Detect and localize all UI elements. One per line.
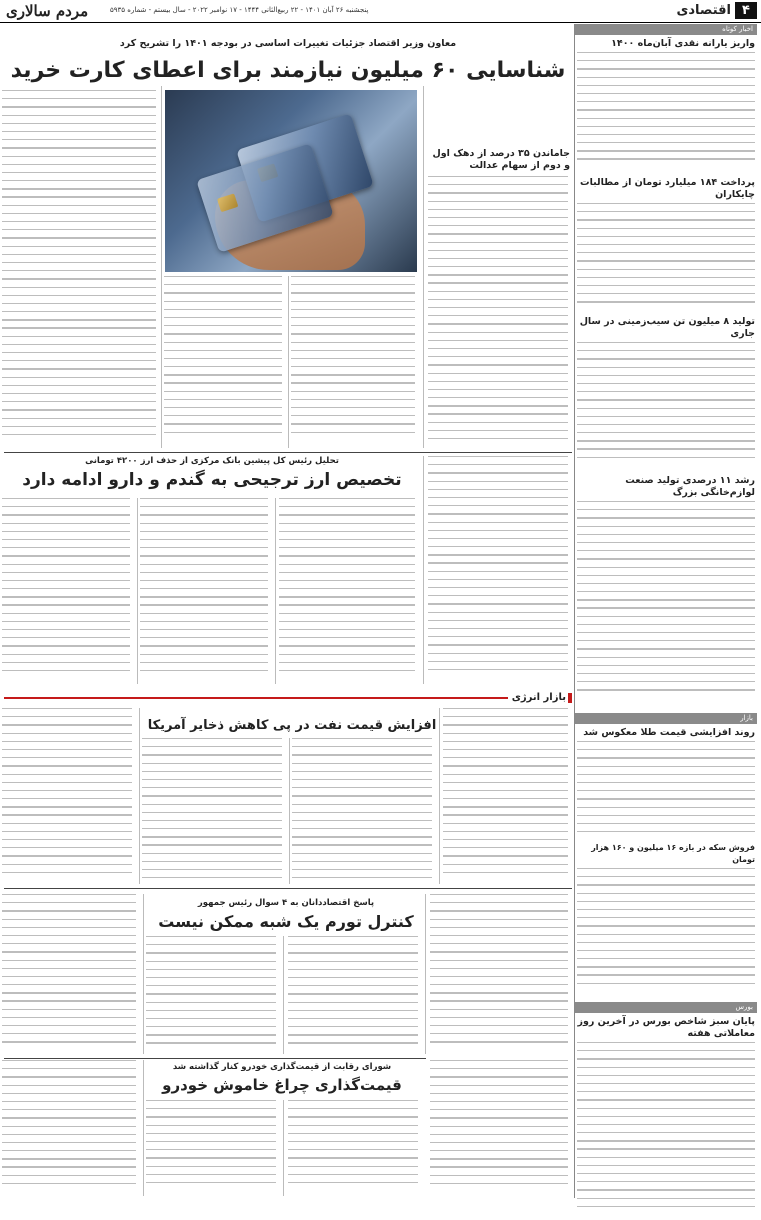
lead-column-text [164,276,282,448]
sidebar-item-title: تولید ۸ میلیون تن سیب‌زمینی در سال جاری [579,316,755,339]
sidebar-item-body [577,501,755,709]
story2-column-text [279,498,415,684]
sidebar-item-body [577,52,755,174]
story4-column-text [430,1060,568,1196]
page-header [0,0,761,23]
sidebar-tag-bourse: بورس [575,1002,757,1013]
story4-headline: کنترل تورم یک شبه ممکن نیست [158,912,414,931]
story4-column-text [430,894,568,1054]
story5-column-text [2,1060,136,1196]
sidebar-item-title: روند افزایشی قیمت طلا معکوس شد [583,727,755,738]
energy-column-text [2,708,132,884]
story5-column-text [288,1100,418,1196]
energy-column-text [292,738,432,884]
sidebar-item-body [577,868,755,998]
column-divider [574,24,575,1198]
energy-headline: افزایش قیمت نفت در پی کاهش ذخایر آمریکا [147,718,437,733]
energy-section-bar [4,692,572,704]
story5-kicker: شورای رقابت از قیمت‌گذاری خودرو کنار گذاشته شد [172,1062,392,1072]
lead-headline: شناسایی ۶۰ میلیون نیازمند برای اعطای کارت خرید [10,58,566,83]
story2-column-text [428,456,568,684]
sidebar-item-title: رشد ۱۱ درصدی تولید صنعت لوازم‌خانگی بزرگ [625,475,755,498]
story4-column-text [146,936,276,1054]
story4-column-text [2,894,136,1054]
sidebar-item-subtitle: فروش سکه در بازه ۱۶ میلیون و ۱۶۰ هزار تومان [591,843,755,864]
story5-headline: قیمت‌گذاری چراغ خاموش خودرو [162,1076,402,1094]
sidebar-column [575,24,757,1198]
credit-card-photo [165,90,417,272]
story2-column-text [2,498,130,684]
lead-kicker: معاون وزیر اقتصاد جزئیات تغییرات اساسی در بودجه ۱۴۰۱ را تشریح کرد [119,38,457,49]
section-name: اقتصادی [676,3,731,18]
energy-column-text [142,738,282,884]
lead-column-text [428,176,568,450]
sidebar-item-title: واریز یارانه نقدی آبان‌ماه ۱۴۰۰ [611,38,755,49]
sidebar-item-body [577,741,755,839]
sidebar-item-body [577,203,755,313]
story2-column-text [140,498,268,684]
sidebar-item-body [577,1042,755,1220]
dateline: پنجشنبه ۲۶ آبان ۱۴۰۱ - ۲۲ ربیع‌الثانی ۱۴۴۴ - ۱۷ نوامبر ۲۰۲۲ - سال بیستم - شماره ۵۹۳۵ [110,6,369,14]
lead-column-text [2,90,156,448]
sidebar-tag-market: بازار [575,713,757,724]
sidebar-item-title: پایان سبز شاخص بورس در آخرین روز معاملاتی هفته [577,1016,755,1039]
sidebar-item-title: پرداخت ۱۸۴ میلیارد تومان از مطالبات چایکاران [580,177,755,200]
sidebar-item-body [577,342,755,472]
energy-column-text [443,708,568,884]
story4-kicker: پاسخ اقتصاددانان به ۴ سوال رئیس جمهور [197,898,375,908]
lead-subhead: جاماندن ۳۵ درصد از دهک اول و دوم از سهام عدالت [432,148,570,171]
story2-headline: تخصیص ارز ترجیحی به گندم و دارو ادامه دارد [22,470,402,490]
newspaper-logo: مردم سالاری [6,2,89,20]
page-number: ۴ [735,2,757,19]
story2-kicker: تحلیل رئیس کل پیشین بانک مرکزی از حذف ارز ۴۲۰۰ تومانی [85,456,339,466]
lead-column-text [291,276,415,448]
story4-column-text [288,936,418,1054]
energy-section-label: بازار انرژی [511,692,566,703]
sidebar-tag-news: اخبار کوتاه [575,24,757,35]
story5-column-text [146,1100,276,1196]
